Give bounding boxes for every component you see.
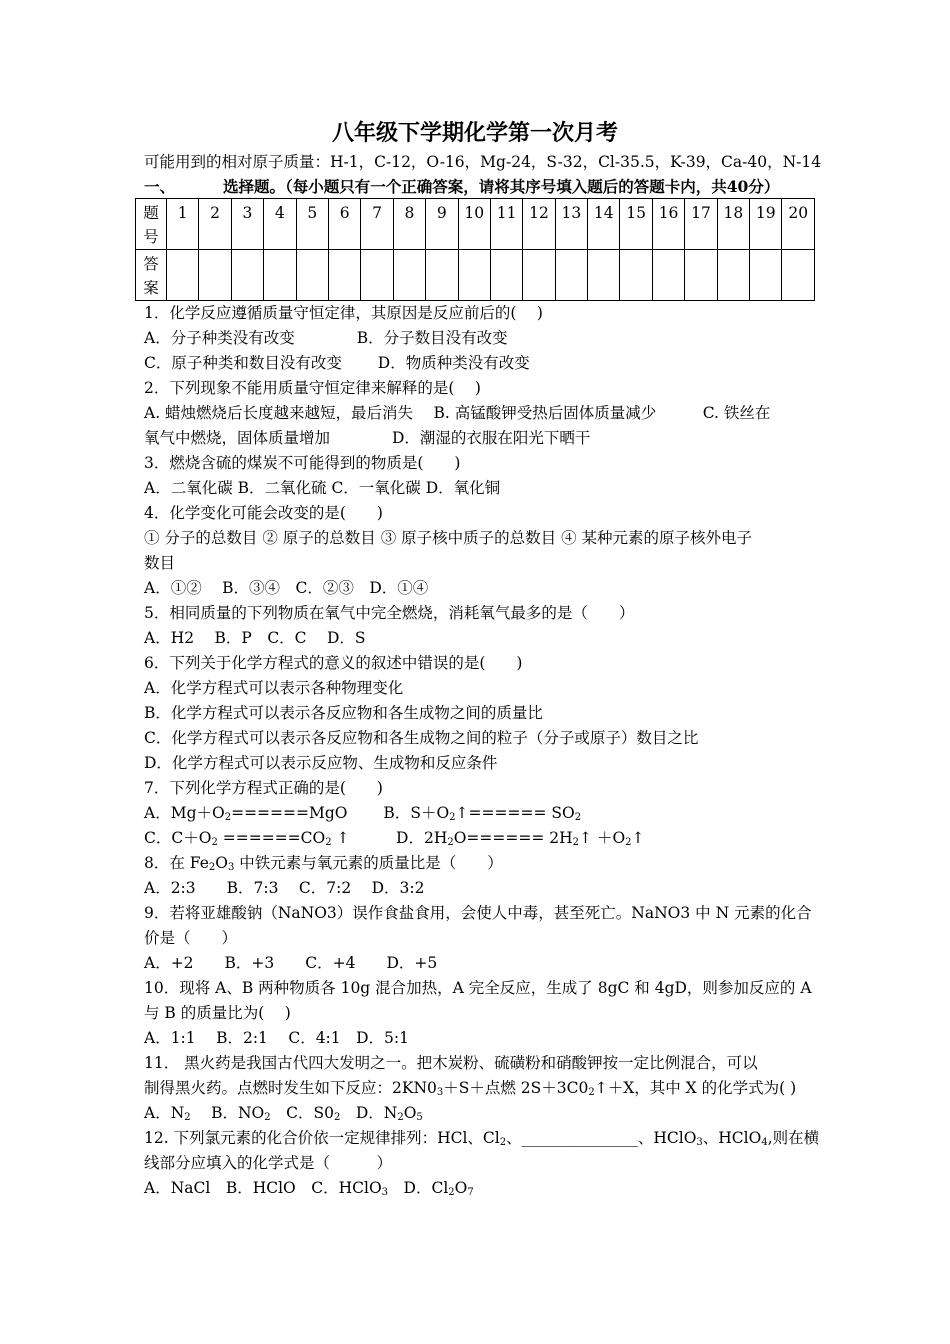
section-heading [144,174,816,199]
answer-cell[interactable] [296,250,328,301]
answer-cell[interactable] [685,250,717,301]
question-5: 5．相同质量的下列物质在氧气中完全燃烧，消耗氧气最多的是（ ） [144,604,635,622]
answer-cell[interactable] [426,250,458,301]
number-cell: 15 [620,199,652,250]
question-7-options-cd: C．$C+O_2 ======CO_2$ ↑ D．$2H_2O======$ $2H_2↑$ $+O_2↑$ [144,829,645,848]
answer-cell[interactable] [750,250,782,301]
question-12-line2: 线部分应填入的化学式是（ ） [144,1154,393,1172]
question-7-options-ab: A．$Mg+O_2======MgO$ B．$S+O_2↑====== SO_2$ [144,804,582,823]
number-cell: 8 [393,199,425,250]
question-4-options: A．①② B．③④ C．②③ D．①④ [144,579,429,597]
row-label-answer: 答 案 [136,250,167,301]
question-12-line1: 12. 下列氯元素的化合价依一定规律排列：HCl、$Cl_2$、_______________、HClO$_3$、HClO$_4$,则在横 [144,1129,820,1148]
answer-cell[interactable] [782,250,815,301]
question-1: 1．化学反应遵循质量守恒定律，其原因是反应前后的( ) [144,304,543,322]
question-12-options: A．NaCl B．HClO C．HClO$_3$ D．$Cl_2O_7$ [144,1179,474,1198]
number-cell: 13 [555,199,587,250]
number-cell: 20 [782,199,815,250]
question-6-option-b: B．化学方程式可以表示各反应物和各生成物之间的质量比 [144,704,543,722]
question-11-line1: 11． 黑火药是我国古代四大发明之一。把木炭粉、硫磺粉和硝酸钾按一定比例混合，可以 [144,1054,758,1072]
question-2: 2．下列现象不能用质量守恒定律来解释的是( ) [144,379,481,397]
answer-cell[interactable] [264,250,296,301]
number-cell: 14 [588,199,620,250]
number-cell: 4 [264,199,296,250]
question-1-options-ab: A．分子种类没有改变 B．分子数目没有改变 [144,329,508,347]
answer-cell[interactable] [555,250,587,301]
answer-cell[interactable] [199,250,231,301]
number-cell: 1 [167,199,199,250]
number-cell: 2 [199,199,231,250]
number-cell: 12 [523,199,555,250]
answer-cell[interactable] [458,250,490,301]
answer-card-number-row [136,199,815,250]
page-title: 八年级下学期化学第一次月考 [331,120,618,146]
question-6-option-d: D．化学方程式可以表示反应物、生成物和反应条件 [144,754,498,772]
number-cell: 7 [361,199,393,250]
answer-card-table [135,198,815,301]
answer-cell[interactable] [620,250,652,301]
question-9-line1: 9．若将亚雄酸钠（NaNO3）误作食盐食用，会使人中毒，甚至死亡。NaNO3 中 N 元素的化合 [144,904,812,922]
number-cell: 3 [231,199,263,250]
question-6-option-a: A．化学方程式可以表示各种物理变化 [144,679,404,697]
question-6: 6．下列关于化学方程式的意义的叙述中错误的是( ) [144,654,523,672]
question-4: 4．化学变化可能会改变的是( ) [144,504,383,522]
question-8: 8．在 $Fe_2O_3$ 中铁元素与氧元素的质量比是（ ） [144,854,503,873]
answer-cell[interactable] [652,250,684,301]
question-11-options: A．$N_2$ B．$NO_2$ C．$S0_2$ D．$N_2O_5$ [144,1104,423,1123]
question-10-options: A．1:1 B．2:1 C．4:1 D．5:1 [144,1029,410,1047]
number-cell: 5 [296,199,328,250]
number-cell: 11 [490,199,522,250]
number-cell: 6 [328,199,360,250]
question-5-options: A．H2 B．P C．C D．S [144,629,366,647]
number-cell: 10 [458,199,490,250]
number-cell: 17 [685,199,717,250]
row-label-number: 题 号 [136,199,167,250]
question-2-options-line2: 氧气中燃烧，固体质量增加 D．潮湿的衣服在阳光下晒干 [144,429,591,447]
number-cell: 19 [750,199,782,250]
question-4-items-line2: 数目 [144,554,176,572]
atomic-masses: 可能用到的相对原子质量：H-1，C-12，O-16，Mg-24，S-32，Cl-35.5，K-39，Ca-40，N-14 [144,153,822,171]
question-3: 3．燃烧含硫的煤炭不可能得到的物质是( ) [144,454,461,472]
answer-cell[interactable] [231,250,263,301]
question-11-line2: 制得黑火药。点燃时发生如下反应：$2KN0_3+S+$点燃 $2S+3C0_2↑+X$，其中 X 的化学式为( ) [144,1079,797,1098]
answer-cell[interactable] [361,250,393,301]
question-8-options: A．2:3 B．7:3 C．7:2 D．3:2 [144,879,425,897]
question-1-options-cd: C．原子种类和数目没有改变 D．物质种类没有改变 [144,354,530,372]
section-instructions: 选择题。（每小题只有一个正确答案，请将其序号填入题后的答题卡内，共40分） [223,177,780,196]
answer-cell[interactable] [490,250,522,301]
question-2-options-line1: A. 蜡烛燃烧后长度越来越短，最后消失 B. 高锰酸钾受热后固体质量减少 C. 铁丝在 [144,404,771,422]
question-3-options: A．二氧化碳 B．二氧化硫 C．一氧化碳 D．氧化铜 [144,479,501,497]
question-6-option-c: C．化学方程式可以表示各反应物和各生成物之间的粒子（分子或原子）数目之比 [144,729,699,747]
answer-cell[interactable] [393,250,425,301]
answer-cell[interactable] [588,250,620,301]
question-9-line2: 价是（ ） [144,929,238,947]
question-4-items-line1: ① 分子的总数目 ② 原子的总数目 ③ 原子核中质子的总数目 ④ 某种元素的原子核外电子 [144,529,752,547]
answer-cell[interactable] [328,250,360,301]
number-cell: 16 [652,199,684,250]
answer-cell[interactable] [523,250,555,301]
number-cell: 18 [717,199,749,250]
number-cell: 9 [426,199,458,250]
question-10-line2: 与 B 的质量比为( ) [144,1004,291,1022]
answer-cell[interactable] [167,250,199,301]
answer-card-answer-row [136,250,815,301]
question-10-line1: 10．现将 A、B 两种物质各 10g 混合加热，A 完全反应，生成了 8gC 和 4gD，则参加反应的 A [144,979,812,997]
question-9-options: A．+2 B．+3 C．+4 D．+5 [144,954,438,972]
answer-cell[interactable] [717,250,749,301]
section-number: 一、 [144,177,176,196]
question-7: 7．下列化学方程式正确的是( ) [144,779,383,797]
